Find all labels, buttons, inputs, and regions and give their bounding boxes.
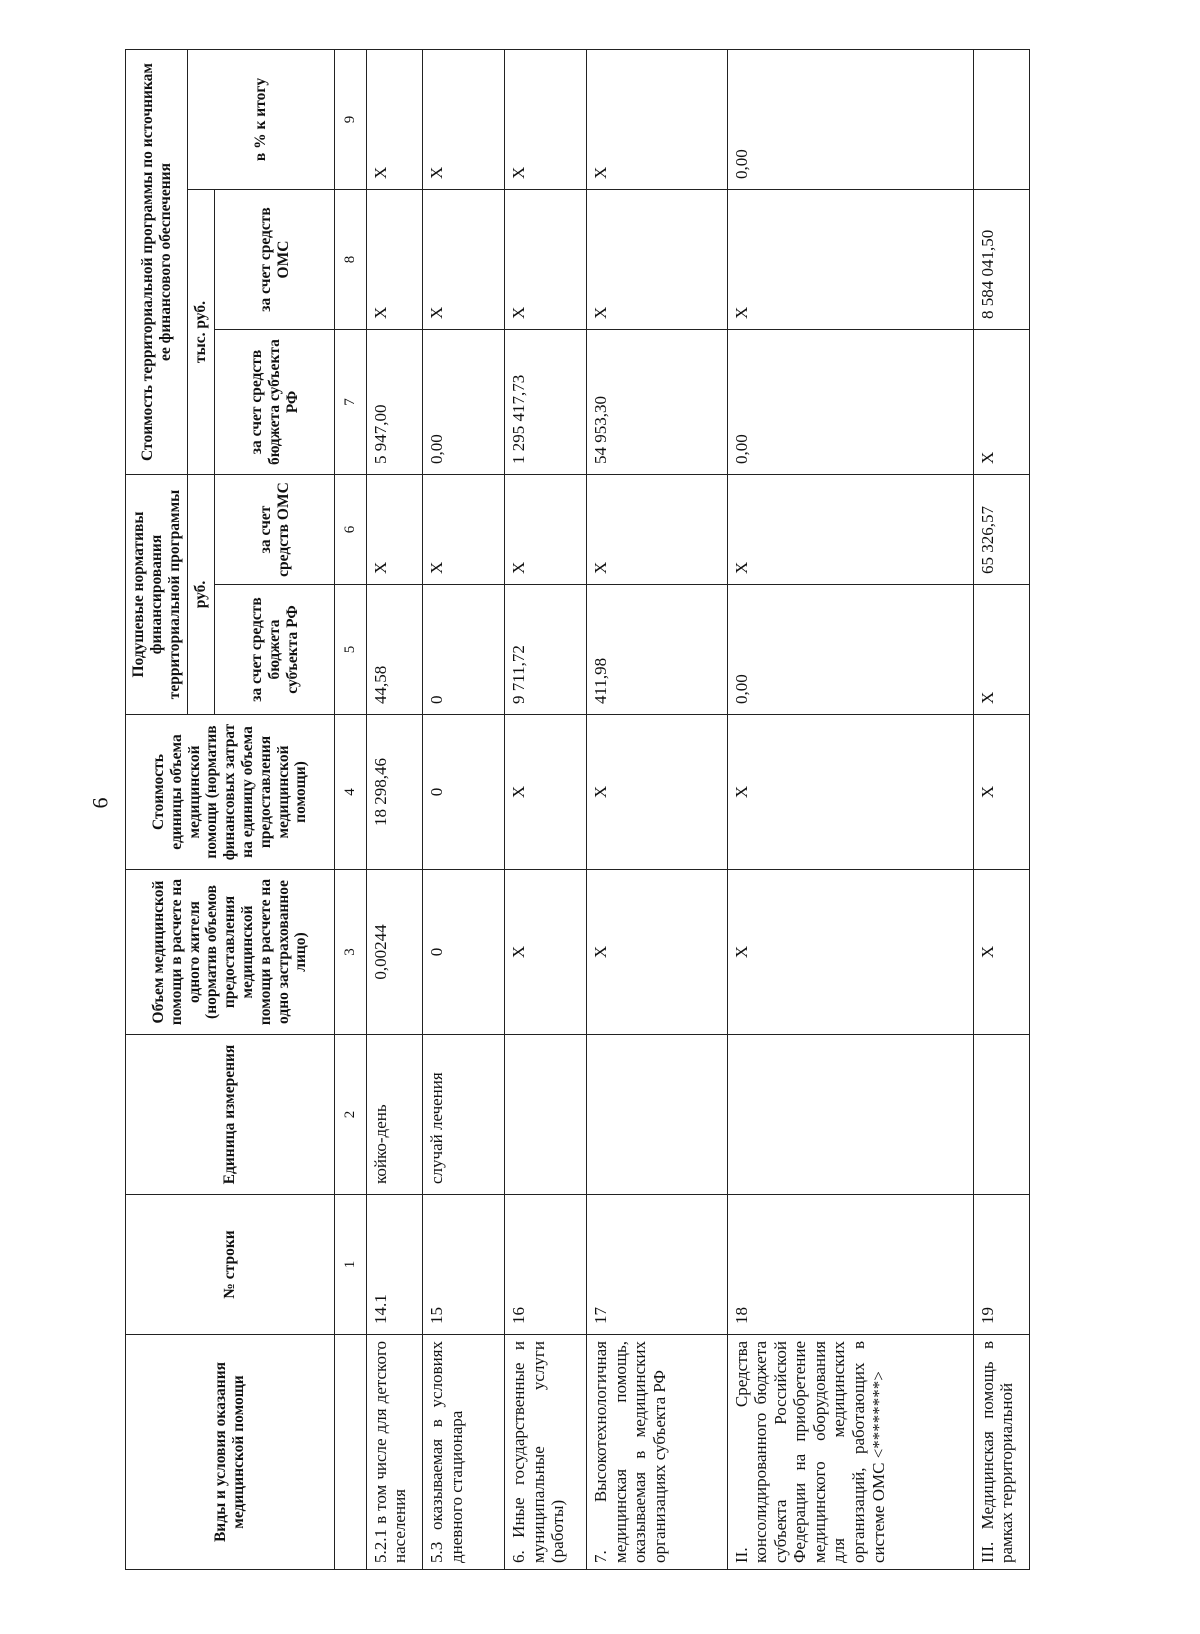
row-unit-cost: X: [505, 715, 587, 870]
row-norm-budget: 411,98: [587, 585, 728, 715]
row-volume: 0: [423, 870, 505, 1035]
row-line-number: 17: [587, 1195, 728, 1335]
row-norm-budget: 0: [423, 585, 505, 715]
row-norm-oms: X: [587, 475, 728, 585]
index-cell: 7: [335, 330, 367, 475]
header-per-capita-norms: Подушевые нормативы финансирования территориальной программы: [126, 475, 188, 715]
header-cost-budget: за счет средств бюджета субъекта РФ: [215, 330, 335, 475]
row-norm-budget: 0,00: [727, 585, 973, 715]
table-row: [423, 49, 505, 1569]
row-volume: X: [505, 870, 587, 1035]
row-name: II. Средства консолидированного бюджета субъекта Российской Федерации на приобретение медицинского оборудования для медицинских организаций, работающих в системе ОМС <********>: [727, 1335, 973, 1570]
header-cost-oms: за счет средств ОМС: [215, 190, 335, 330]
header-unit: Единица измерения: [126, 1035, 335, 1195]
row-volume: 0,00244: [366, 870, 422, 1035]
index-cell: 3: [335, 870, 367, 1035]
header-norms-unit: руб.: [188, 475, 215, 715]
row-cost-oms: X: [423, 190, 505, 330]
table-row: [366, 49, 422, 1569]
row-percent: [973, 49, 1029, 189]
row-norm-budget: X: [973, 585, 1029, 715]
financing-table-wrapper: [125, 50, 1030, 1570]
row-percent: X: [505, 49, 587, 189]
row-unit-cost: 18 298,46: [366, 715, 422, 870]
header-percent: в % к итогу: [188, 49, 335, 189]
header-line-number: № строки: [126, 1195, 335, 1335]
column-index-row: [335, 49, 367, 1569]
financing-table: [125, 49, 1030, 1570]
header-norm-budget: за счет средств бюджета субъекта РФ: [215, 585, 335, 715]
row-unit-cost: X: [587, 715, 728, 870]
header-cost-unit: тыс. руб.: [188, 190, 215, 475]
header-program-cost: Стоимость территориальной программы по источникам ее финансового обеспечения: [126, 49, 188, 474]
row-norm-oms: X: [366, 475, 422, 585]
row-unit-cost: X: [973, 715, 1029, 870]
row-percent: 0,00: [727, 49, 973, 189]
row-unit-cost: X: [727, 715, 973, 870]
row-name: III. Медицинская помощь в рамках территориальной: [973, 1335, 1029, 1570]
row-cost-oms: X: [366, 190, 422, 330]
row-unit-cost: 0: [423, 715, 505, 870]
header-volume: Объем медицинской помощи в расчете на одного жителя (норматив объемов предоставления медицинской помощи в расчете на одно застрахованное лицо): [126, 870, 335, 1035]
row-unit: койко-день: [366, 1035, 422, 1195]
row-cost-budget: X: [973, 330, 1029, 475]
row-volume: X: [587, 870, 728, 1035]
row-cost-budget: 0,00: [727, 330, 973, 475]
index-cell: 5: [335, 585, 367, 715]
index-cell: 6: [335, 475, 367, 585]
row-volume: X: [973, 870, 1029, 1035]
row-cost-budget: 54 953,30: [587, 330, 728, 475]
row-percent: X: [366, 49, 422, 189]
table-row: [587, 49, 728, 1569]
header-kind: Виды и условия оказания медицинской помощи: [126, 1335, 335, 1570]
row-unit: [727, 1035, 973, 1195]
row-cost-oms: 8 584 041,50: [973, 190, 1029, 330]
row-norm-budget: 44,58: [366, 585, 422, 715]
row-norm-oms: X: [505, 475, 587, 585]
row-unit: [505, 1035, 587, 1195]
row-norm-oms: 65 326,57: [973, 475, 1029, 585]
table-row: [973, 49, 1029, 1569]
row-percent: X: [587, 49, 728, 189]
row-name: 6. Иные государственные и муниципальные услуги (работы): [505, 1335, 587, 1570]
table-row: [505, 49, 587, 1569]
row-name: 5.3 оказываемая в условиях дневного стационара: [423, 1335, 505, 1570]
row-norm-oms: X: [423, 475, 505, 585]
row-cost-budget: 5 947,00: [366, 330, 422, 475]
row-cost-oms: X: [727, 190, 973, 330]
row-unit: [587, 1035, 728, 1195]
row-unit: [973, 1035, 1029, 1195]
row-norm-oms: X: [727, 475, 973, 585]
row-volume: X: [727, 870, 973, 1035]
row-line-number: 18: [727, 1195, 973, 1335]
row-line-number: 19: [973, 1195, 1029, 1335]
page-number: 6: [87, 797, 113, 809]
row-percent: X: [423, 49, 505, 189]
index-cell: 1: [335, 1195, 367, 1335]
index-cell: 4: [335, 715, 367, 870]
row-line-number: 16: [505, 1195, 587, 1335]
row-name: 5.2.1 в том числе для детского населения: [366, 1335, 422, 1570]
row-cost-oms: X: [505, 190, 587, 330]
index-cell: [335, 1335, 367, 1570]
row-cost-oms: X: [587, 190, 728, 330]
header-unit-cost: Стоимость единицы объема медицинской помощи (норматив финансовых затрат на единицу объема предоставления медицинской помощи): [126, 715, 335, 870]
table-row: [727, 49, 973, 1569]
row-line-number: 14.1: [366, 1195, 422, 1335]
row-unit: случай лечения: [423, 1035, 505, 1195]
row-cost-budget: 0,00: [423, 330, 505, 475]
index-cell: 9: [335, 49, 367, 189]
index-cell: 2: [335, 1035, 367, 1195]
index-cell: 8: [335, 190, 367, 330]
row-norm-budget: 9 711,72: [505, 585, 587, 715]
row-line-number: 15: [423, 1195, 505, 1335]
header-norm-oms: за счет средств ОМС: [215, 475, 335, 585]
row-name: 7. Высокотехнологичная медицинская помощь, оказываемая в медицинских организациях субъекта РФ: [587, 1335, 728, 1570]
row-cost-budget: 1 295 417,73: [505, 330, 587, 475]
